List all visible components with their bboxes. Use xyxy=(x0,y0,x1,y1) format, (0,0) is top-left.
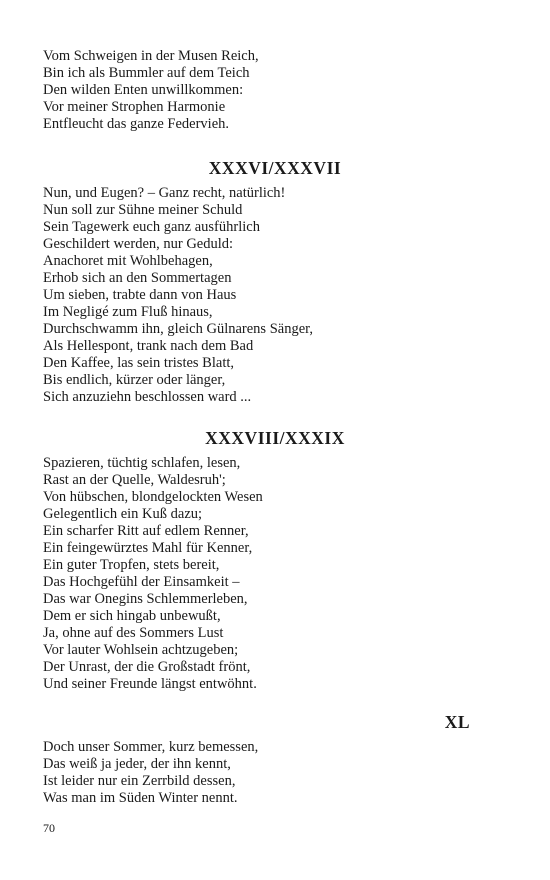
verse-line: Sich anzuziehn beschlossen ward ... xyxy=(43,389,252,405)
verse-line: Das war Onegins Schlemmerleben, xyxy=(43,591,248,607)
verse-line: Vor meiner Strophen Harmonie xyxy=(43,99,226,115)
verse-line: Ist leider nur ein Zerrbild dessen, xyxy=(43,773,236,789)
verse-line: Das weiß ja jeder, der ihn kennt, xyxy=(43,756,231,772)
verse-line: Sein Tagewerk euch ganz ausführlich xyxy=(43,219,260,235)
verse-line: Dem er sich hingab unbewußt, xyxy=(43,608,221,624)
stanza-heading-xl: XL xyxy=(444,712,470,732)
stanza-heading-xxxvi-xxxvii: XXXVI/XXXVII xyxy=(208,158,342,178)
verse-line: Das Hochgefühl der Einsamkeit – xyxy=(43,574,240,590)
verse-line: Ein scharfer Ritt auf edlem Renner, xyxy=(43,523,249,539)
verse-line: Den wilden Enten unwillkommen: xyxy=(43,82,244,98)
verse-line: Rast an der Quelle, Waldesruh'; xyxy=(43,472,226,488)
verse-line: Bis endlich, kürzer oder länger, xyxy=(43,372,226,388)
verse-line: Nun soll zur Sühne meiner Schuld xyxy=(43,202,243,218)
stanza-xl xyxy=(43,739,258,807)
verse-line: Anachoret mit Wohlbehagen, xyxy=(43,253,213,269)
stanza-opening xyxy=(43,48,259,133)
verse-line: Geschildert werden, nur Geduld: xyxy=(43,236,234,252)
verse-line: Durchschwamm ihn, gleich Gülnarens Sänger, xyxy=(43,321,314,337)
verse-line: Gelegentlich ein Kuß dazu; xyxy=(43,506,203,522)
verse-line: Ein feingewürztes Mahl für Kenner, xyxy=(43,540,253,556)
verse-line: Vom Schweigen in der Musen Reich, xyxy=(43,48,259,64)
verse-line: Erhob sich an den Sommertagen xyxy=(43,270,232,286)
verse-line: Im Negligé zum Fluß hinaus, xyxy=(43,304,213,320)
verse-line: Vor lauter Wohlsein achtzugeben; xyxy=(43,642,239,658)
verse-line: Ein guter Tropfen, stets bereit, xyxy=(43,557,220,573)
verse-line: Was man im Süden Winter nennt. xyxy=(43,790,238,806)
verse-line: Nun, und Eugen? – Ganz recht, natürlich! xyxy=(43,185,286,201)
verse-line: Spazieren, tüchtig schlafen, lesen, xyxy=(43,455,241,471)
verse-line: Von hübschen, blondgelockten Wesen xyxy=(43,489,263,505)
verse-line: Ja, ohne auf des Sommers Lust xyxy=(43,625,224,641)
verse-line: Und seiner Freunde längst entwöhnt. xyxy=(43,676,257,692)
verse-line: Entfleucht das ganze Federvieh. xyxy=(43,116,230,132)
stanza-heading-xxxviii-xxxix: XXXVIII/XXXIX xyxy=(205,428,345,448)
verse-line: Bin ich als Bummler auf dem Teich xyxy=(43,65,250,81)
stanza-xxxviii-xxxix xyxy=(43,455,263,693)
verse-line: Der Unrast, der die Großstadt frönt, xyxy=(43,659,251,675)
verse-line: Als Hellespont, trank nach dem Bad xyxy=(43,338,254,354)
verse-line: Doch unser Sommer, kurz bemessen, xyxy=(43,739,259,755)
stanza-xxxvi-xxxvii xyxy=(43,185,313,406)
verse-line: Um sieben, trabte dann von Haus xyxy=(43,287,237,303)
verse-line: Den Kaffee, las sein tristes Blatt, xyxy=(43,355,234,371)
page-number: 70 xyxy=(43,821,55,835)
